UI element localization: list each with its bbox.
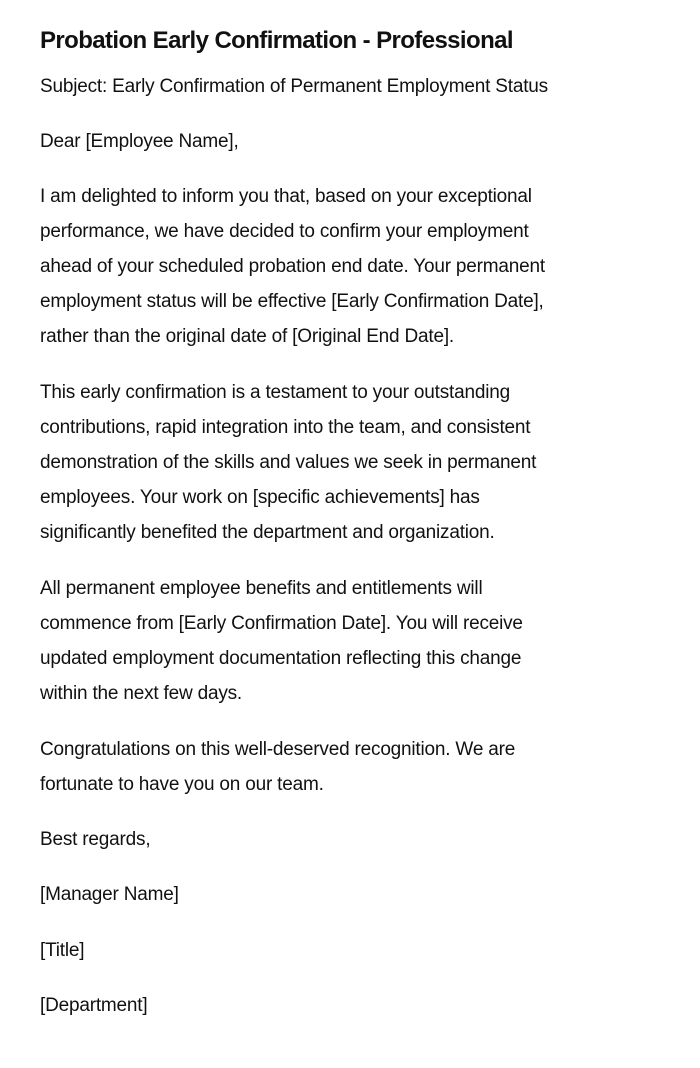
paragraph-1 [40,179,545,354]
paragraph-line: Congratulations on this well-deserved recognition. We are [40,739,516,760]
paragraph-line: All permanent employee benefits and entitlements will [40,578,483,599]
signature-department: [Department] [40,995,148,1016]
paragraph-line: updated employment documentation reflecting this change [40,648,522,669]
paragraph-line: employment status will be effective [Early Confirmation Date], [40,291,544,312]
paragraph-line: performance, we have decided to confirm your employment [40,221,529,242]
closing: Best regards, [40,829,151,850]
paragraph-line: fortunate to have you on our team. [40,774,324,795]
document-title: Probation Early Confirmation - Professional [40,27,513,54]
signature-name: [Manager Name] [40,884,179,905]
paragraph-line: This early confirmation is a testament to your outstanding [40,382,510,403]
paragraph-3 [40,571,523,711]
paragraph-line: I am delighted to inform you that, based on your exceptional [40,186,532,207]
salutation: Dear [Employee Name], [40,131,239,152]
paragraph-line: significantly benefited the department and organization. [40,522,495,543]
paragraph-line: within the next few days. [40,683,242,704]
paragraph-line: commence from [Early Confirmation Date]. You will receive [40,613,523,634]
paragraph-line: ahead of your scheduled probation end date. Your permanent [40,256,545,277]
signature-title: [Title] [40,940,85,961]
paragraph-4 [40,732,515,802]
paragraph-line: demonstration of the skills and values we seek in permanent [40,452,537,473]
paragraph-2 [40,375,536,550]
paragraph-line: employees. Your work on [specific achievements] has [40,487,480,508]
paragraph-line: contributions, rapid integration into the team, and consistent [40,417,531,438]
paragraph-line: rather than the original date of [Original End Date]. [40,326,454,347]
subject-line: Subject: Early Confirmation of Permanent Employment Status [40,76,548,97]
